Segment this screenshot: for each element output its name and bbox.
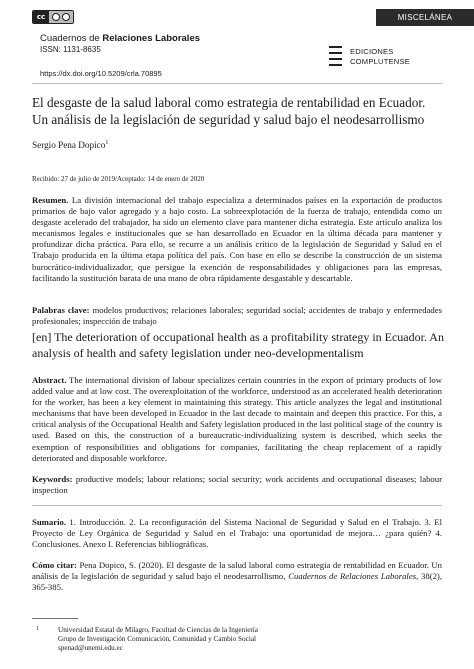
footnote-divider — [32, 618, 78, 619]
keywords-es: Palabras clave: modelos productivos; relaciones laborales; seguridad social; accidentes de trabajo y enfermedades profesionales; inspección de trabajo — [32, 305, 442, 327]
publisher-line-2: COMPLUTENSE — [350, 56, 411, 66]
issn: ISSN: 1131-8635 — [40, 45, 101, 54]
creative-commons-badge — [32, 10, 74, 24]
book-logo-icon — [329, 46, 342, 66]
keywords-en: Keywords: productive models; labour relations; social security; work accidents and occupational diseases; labour inspection — [32, 474, 442, 496]
publisher-logo — [329, 46, 441, 68]
footnote-mark: 1 — [36, 626, 39, 632]
journal-name: Cuadernos de Relaciones Laborales — [40, 33, 201, 44]
attribution-icon — [52, 13, 60, 21]
section-tag: MISCELÁNEA — [376, 9, 474, 26]
noncommercial-icon — [62, 13, 70, 21]
summary-divider — [32, 505, 442, 506]
footnote: Universidad Estatal de Milagro, Facultad de Ciencias de la Ingeniería Grupo de Investigación Comunicación, Comunidad y Cambio Social spenad@unemi.edu.ec — [58, 626, 318, 653]
author-email[interactable]: spenad@unemi.edu.ec — [58, 644, 123, 652]
author: Sergio Pena Dopico$^1$ — [32, 140, 109, 151]
citation: Cómo citar: Pena Dopico, S. (2020). El desgaste de la salud laboral como estrategia de rentabilidad en Ecuador. Un análisis de la legislación de seguridad y salud bajo el neodesarrollismo, Cuadernos de Relaciones Laborales, 38(2), 365-385. — [32, 560, 442, 593]
author-footnote-mark[interactable]: 1 — [105, 140, 109, 146]
received-date: Recibido: 27 de julio de 2019/Aceptado: 14 de enero de 2020 — [32, 175, 205, 183]
abstract-en: Abstract. The international division of labour specializes certain countries in the export of primary products of low added value and at low cost. The overexploitation of the workforce, understood as an accelerated health deterioration for the worker, has been a key element in maintaining this strategy. This article analyzes the legal and institutional mechanisms that have been developed in Ecuador in the last decade to maintain and deepen this practice. For this, a critical analysis of the Occupational Health and Safety legislation produced in the last political stage of the country is used. Based on this, the construction of a bureaucratic-individualizing system is described, which seeks the exemption of responsibilities and obligations for companies, facilitating the cheap replacement of a rapidly deteriorated and disposable workforce. — [32, 375, 442, 463]
article-title: El desgaste de la salud laboral como estrategia de rentabilidad en Ecuador. Un análisis de la legislación de seguridad y salud bajo el neodesarrollismo — [32, 95, 426, 127]
header-divider — [32, 83, 442, 84]
doi-link[interactable]: https://dx.doi.org/10.5209/crla.70895 — [40, 69, 162, 78]
publisher-line-1: EDICIONES — [350, 47, 394, 56]
abstract-es: Resumen. La división internacional del trabajo especializa a determinados países en la exportación de productos primarios de bajo valor agregado y a bajo costo. La sobreexplotación de la fuerza de trabajo, entendida como un desgaste acelerado del trabajador, ha sido un elemento clave para mantener dicha estrategia. Este artículo analiza los mecanismos legales e institucionales que se han desarrollado en Ecuador en la última década para mantener y profundizar dicha práctica. Para ello, se recurre a un análisis crítico de la legislación de Seguridad y Salud en el Trabajo producida en la última etapa política del país. Con base en ello se describe la construcción de un sistema burocrático-individualizador, que persigue la exención de responsabilidades y obligaciones para las empresas, facilitando la sustitución barata de una mano de obra rápidamente desgastable y descartable. — [32, 195, 442, 283]
cc-icon: cc — [33, 11, 49, 23]
summary: Sumario. 1. Introducción. 2. La reconfiguración del Sistema Nacional de Seguridad y Salud en el Trabajo. 3. El Proyecto de Ley Orgánica de Seguridad y Salud en el Trabajo: una oportunidad de mejora… ¿para quién? 4. Conclusiones. Anexo I. Referencias bibliográficas. — [32, 517, 442, 550]
english-title: [en] The deterioration of occupational health as a profitability strategy in Ecuador. An analysis of health and safety legislation under neo-developmentalism — [32, 330, 444, 360]
